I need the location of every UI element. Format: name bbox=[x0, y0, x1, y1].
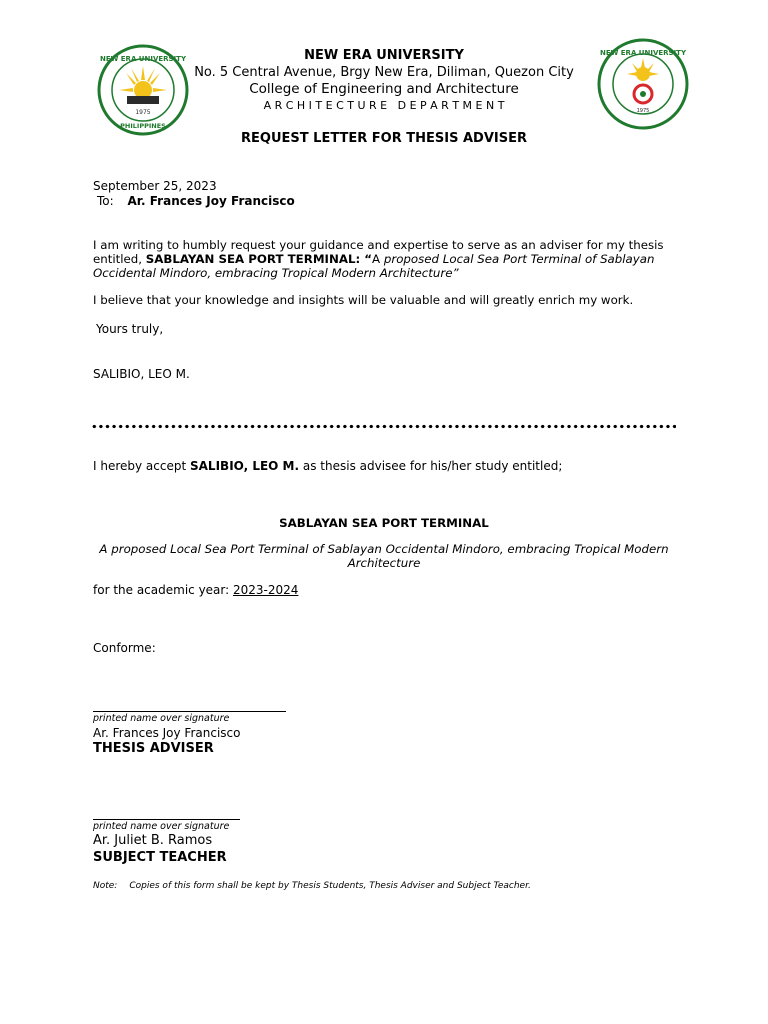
adviser-printed-caption: printed name over signature bbox=[93, 713, 230, 724]
college-name: College of Engineering and Architecture bbox=[249, 81, 519, 97]
teacher-role: SUBJECT TEACHER bbox=[93, 850, 227, 865]
acceptance-prefix: I hereby accept bbox=[93, 459, 190, 473]
department-name: A R C H I T E C T U R E D E P A R T M E N T bbox=[263, 99, 505, 112]
footer-note bbox=[93, 881, 531, 891]
adviser-name: Ar. Frances Joy Francisco bbox=[93, 726, 241, 740]
svg-text:NEW ERA UNIVERSITY: NEW ERA UNIVERSITY bbox=[599, 49, 687, 57]
paragraph-1-line-2 bbox=[93, 252, 664, 266]
study-subtitle bbox=[0, 542, 768, 570]
teacher-printed-caption: printed name over signature bbox=[93, 821, 230, 832]
svg-text:1975: 1975 bbox=[636, 108, 650, 114]
svg-text:NEW ERA UNIVERSITY: NEW ERA UNIVERSITY bbox=[99, 55, 187, 63]
adviser-role: THESIS ADVISER bbox=[93, 741, 214, 756]
thesis-title-bold: SABLAYAN SEA PORT TERMINAL: “ bbox=[145, 252, 373, 266]
thesis-subtitle-part-1: proposed Local Sea Port Terminal of Sablayan bbox=[383, 252, 655, 266]
note-text: Copies of this form shall be kept by Thesis Students, Thesis Adviser and Subject Teacher. bbox=[129, 881, 531, 891]
study-subtitle-line-2: Architecture bbox=[347, 556, 421, 570]
svg-text:PHILIPPINES: PHILIPPINES bbox=[120, 122, 166, 130]
letter-date: September 25, 2023 bbox=[93, 179, 217, 193]
paragraph-1-line-1: I am writing to humbly request your guidance and expertise to serve as an adviser for my thesis bbox=[93, 238, 664, 252]
cut-line-divider bbox=[91, 424, 676, 429]
acceptance-statement bbox=[93, 459, 562, 473]
university-address: No. 5 Central Avenue, Brgy New Era, Diliman, Quezon City bbox=[194, 65, 574, 80]
adviser-signature-line bbox=[93, 711, 286, 712]
letter-paragraph-1 bbox=[93, 238, 664, 280]
teacher-signature-line bbox=[93, 819, 240, 820]
acceptance-suffix: as thesis advisee for his/her study entitled; bbox=[299, 459, 563, 473]
entitled-text: entitled, bbox=[93, 252, 146, 266]
student-signature-name: SALIBIO, LEO M. bbox=[93, 367, 190, 381]
to-name: Ar. Frances Joy Francisco bbox=[127, 194, 295, 208]
acceptance-student-name: SALIBIO, LEO M. bbox=[190, 459, 300, 473]
study-title: SABLAYAN SEA PORT TERMINAL bbox=[279, 516, 489, 530]
university-name: NEW ERA UNIVERSITY bbox=[304, 48, 464, 63]
academic-year bbox=[93, 583, 298, 597]
article-a: A bbox=[372, 252, 384, 266]
to-label: To: bbox=[97, 194, 114, 208]
conforme-label: Conforme: bbox=[93, 641, 156, 655]
academic-year-label: for the academic year: bbox=[93, 583, 233, 597]
svg-text:1975: 1975 bbox=[135, 109, 151, 116]
teacher-name: Ar. Juliet B. Ramos bbox=[93, 833, 213, 848]
note-label: Note: bbox=[93, 881, 118, 891]
letter-paragraph-2: I believe that your knowledge and insights will be valuable and will greatly enrich my work. bbox=[93, 293, 634, 307]
thesis-subtitle-part-2: Occidental Mindoro, embracing Tropical Modern Architecture” bbox=[93, 266, 459, 280]
letter-closing: Yours truly, bbox=[96, 322, 164, 336]
page-title: REQUEST LETTER FOR THESIS ADVISER bbox=[241, 131, 527, 146]
academic-year-value: 2023-2024 bbox=[232, 583, 299, 597]
study-subtitle-line-1: A proposed Local Sea Port Terminal of Sablayan Occidental Mindoro, embracing Tropical Modern bbox=[99, 542, 669, 556]
